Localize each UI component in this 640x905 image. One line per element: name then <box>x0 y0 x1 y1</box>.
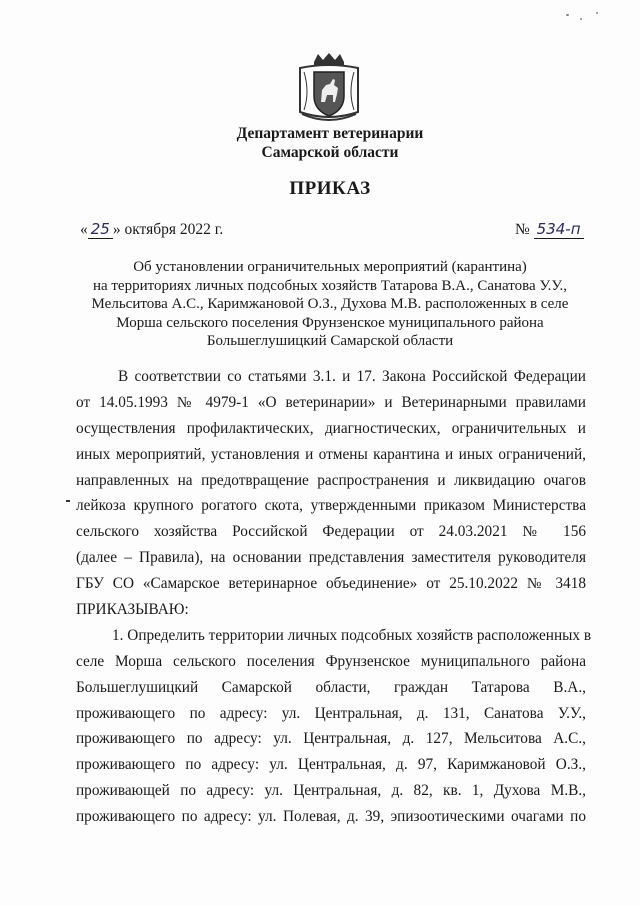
body-line: направленных на предотвращение распространения и ликвидацию очагов <box>76 471 586 489</box>
body-line: проживающей по адресу: ул. Центральная, д. 82, кв. 1, Духова М.В., <box>76 782 586 800</box>
body-line: сельского хозяйства Российской Федерации от 24.03.2021 № 156 <box>76 523 586 541</box>
order-subject <box>70 258 590 351</box>
body-line-order-word: ПРИКАЗЫВАЮ: <box>76 601 189 619</box>
date-day-handwritten: 25 <box>88 220 113 239</box>
body-line: проживающего по адресу: ул. Центральная, д. 97, Каримжановой О.З., <box>76 756 586 774</box>
body-line: ГБУ СО «Самарское ветеринарное объединение» от 25.10.2022 № 3418 <box>76 575 586 593</box>
body-line: проживающего по адресу: ул. Центральная, д. 127, Мельситова А.С., <box>76 730 586 748</box>
subject-line: Мельситова А.С., Каримжановой О.З., Духова М.В. расположенных в селе <box>91 296 569 312</box>
body-line: Большеглушицкий Самарской области, граждан Татарова В.А., <box>76 678 586 696</box>
department-name <box>180 124 480 162</box>
body-line: иных мероприятий, установления и отмены карантина и иных ограничений, <box>76 445 586 463</box>
body-line: проживающего по адресу: ул. Полевая, д. 39, эпизоотическими очагами по <box>76 808 586 826</box>
document-type-title: ПРИКАЗ <box>289 178 371 199</box>
body-line: осуществления профилактических, диагностических, ограничительных и <box>76 419 586 437</box>
date-suffix: » октября 2022 г. <box>112 221 224 238</box>
number-prefix: № <box>515 221 530 238</box>
department-line-1: Департамент ветеринарии <box>236 125 424 142</box>
body-line: лейкоза крупного рогатого скота, утвержденными приказом Министерства <box>76 497 586 515</box>
scan-speck <box>566 14 569 16</box>
body-line: проживающего по адресу: ул. Центральная, д. 131, Санатова У.У., <box>76 704 586 722</box>
order-number <box>515 220 584 239</box>
department-line-2: Самарской области <box>261 144 399 161</box>
margin-mark <box>66 500 70 502</box>
subject-line: Об установлении ограничительных мероприятий (карантина) <box>133 259 527 275</box>
order-date <box>80 220 223 239</box>
body-line: 1. Определить территории личных подсобных хозяйств расположенных в <box>112 626 592 644</box>
body-line: от 14.05.1993 № 4979-1 «О ветеринарии» и Ветеринарными правилами <box>76 393 586 411</box>
body-line: (далее – Правила), на основании представления заместителя руководителя <box>76 549 586 567</box>
scan-speck <box>580 18 582 20</box>
body-line: селе Морша сельского поселения Фрунзенское муниципального района <box>76 652 586 670</box>
order-body <box>76 364 592 830</box>
number-handwritten: 534-п <box>534 220 584 239</box>
scan-speck <box>596 12 598 14</box>
date-prefix: « <box>80 221 88 238</box>
subject-line: на территориях личных подсобных хозяйств Татарова В.А., Санатова У.У., <box>92 277 568 294</box>
body-line: В соответствии со статьями 3.1. и 17. Закона Российской Федерации <box>118 368 586 385</box>
subject-line: Большеглушицкий Самарской области <box>206 333 454 349</box>
samara-coat-of-arms-icon <box>294 52 364 124</box>
subject-line: Морша сельского поселения Фрунзенское муниципального района <box>116 314 544 331</box>
